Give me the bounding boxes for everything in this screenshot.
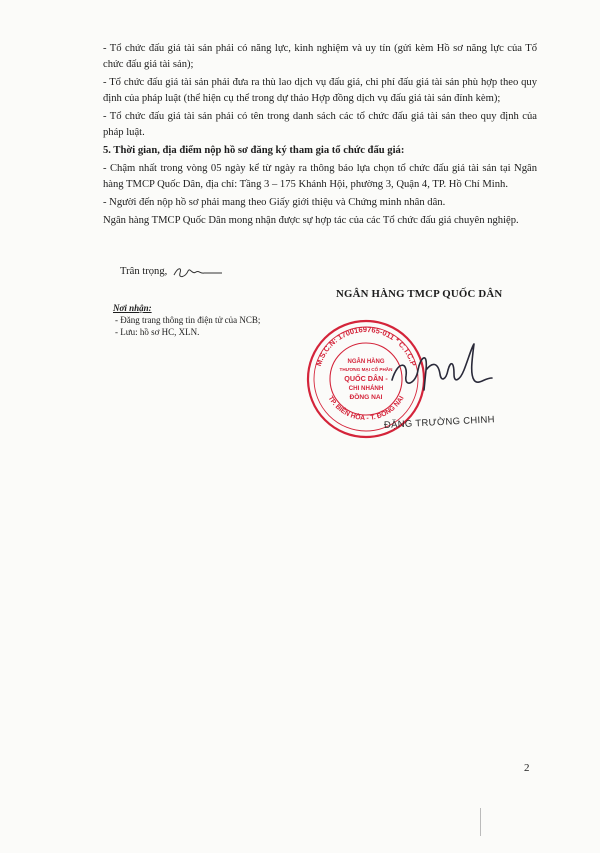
page-number: 2 (524, 762, 530, 774)
document-body (103, 41, 537, 231)
recipient-item: - Lưu: hồ sơ HC, XLN. (115, 327, 200, 337)
stamp-inner-line: THƯƠNG MẠI CỔ PHẦN (339, 367, 393, 372)
stamp-inner-line: QUỐC DÂN - (344, 374, 388, 383)
signer-name: ĐẶNG TRƯỜNG CHINH (383, 414, 496, 431)
stamp-inner-line: CHI NHÁNH (348, 385, 384, 392)
greeting (120, 264, 224, 280)
section-5-item-documents: - Người đến nộp hồ sơ phải mang theo Giấy giới thiệu và Chứng minh nhân dân. (103, 197, 446, 208)
stamp-outer-text: M.S.C.N: 1700169765-011 * C.T.C.P (313, 324, 419, 368)
section-5-heading: 5. Thời gian, địa điểm nộp hồ sơ đăng ký tham gia tổ chức đấu giá: (103, 145, 405, 156)
bank-signature-heading: NGÂN HÀNG TMCP QUỐC DÂN (336, 288, 503, 300)
initials-signature-icon (172, 265, 224, 279)
recipient-item: - Đăng trang thông tin điện tử của NCB; (115, 315, 261, 325)
scan-mark (480, 808, 484, 836)
stamp-inner-line: ĐỒNG NAI (349, 394, 383, 401)
greeting-text: Trân trọng, (120, 266, 168, 277)
requirement-capability: - Tổ chức đấu giá tài sản phải có năng lực, kinh nghiệm và uy tín (gửi kèm Hồ sơ năng lực của Tổ chức đấu giá tài sản); (103, 43, 537, 70)
requirement-listed: - Tổ chức đấu giá tài sản phải có tên trong danh sách các tổ chức đấu giá tài sản theo quy định của pháp luật. (103, 111, 537, 138)
closing-paragraph: Ngân hàng TMCP Quốc Dân mong nhận được sự hợp tác của các Tổ chức đấu giá chuyên nghiệp. (103, 215, 519, 226)
handwritten-signature (388, 340, 498, 404)
section-5-item-deadline: - Chậm nhất trong vòng 05 ngày kể từ ngày ra thông báo lựa chọn tổ chức đấu giá tài sản tại Ngân hàng TMCP Quốc Dân, địa chỉ: Tầng 3 – 175 Khánh Hội, phường 3, Quận 4, TP. Hồ Chí Minh. (103, 163, 537, 190)
stamp-inner-line: NGÂN HÀNG (347, 359, 385, 365)
stamp-bottom-text: TP. BIÊN HÒA - T. ĐỒNG NAI (326, 395, 406, 423)
requirement-fees: - Tổ chức đấu giá tài sản phải đưa ra thù lao dịch vụ đấu giá, chi phí đấu giá tài sản phù hợp theo quy định của pháp luật (thể hiện cụ thể trong dự thảo Hợp đồng dịch vụ đấu giá tài sản đính kèm); (103, 77, 537, 104)
recipients-title: Nơi nhận: (113, 303, 152, 313)
recipients-block (113, 302, 260, 338)
